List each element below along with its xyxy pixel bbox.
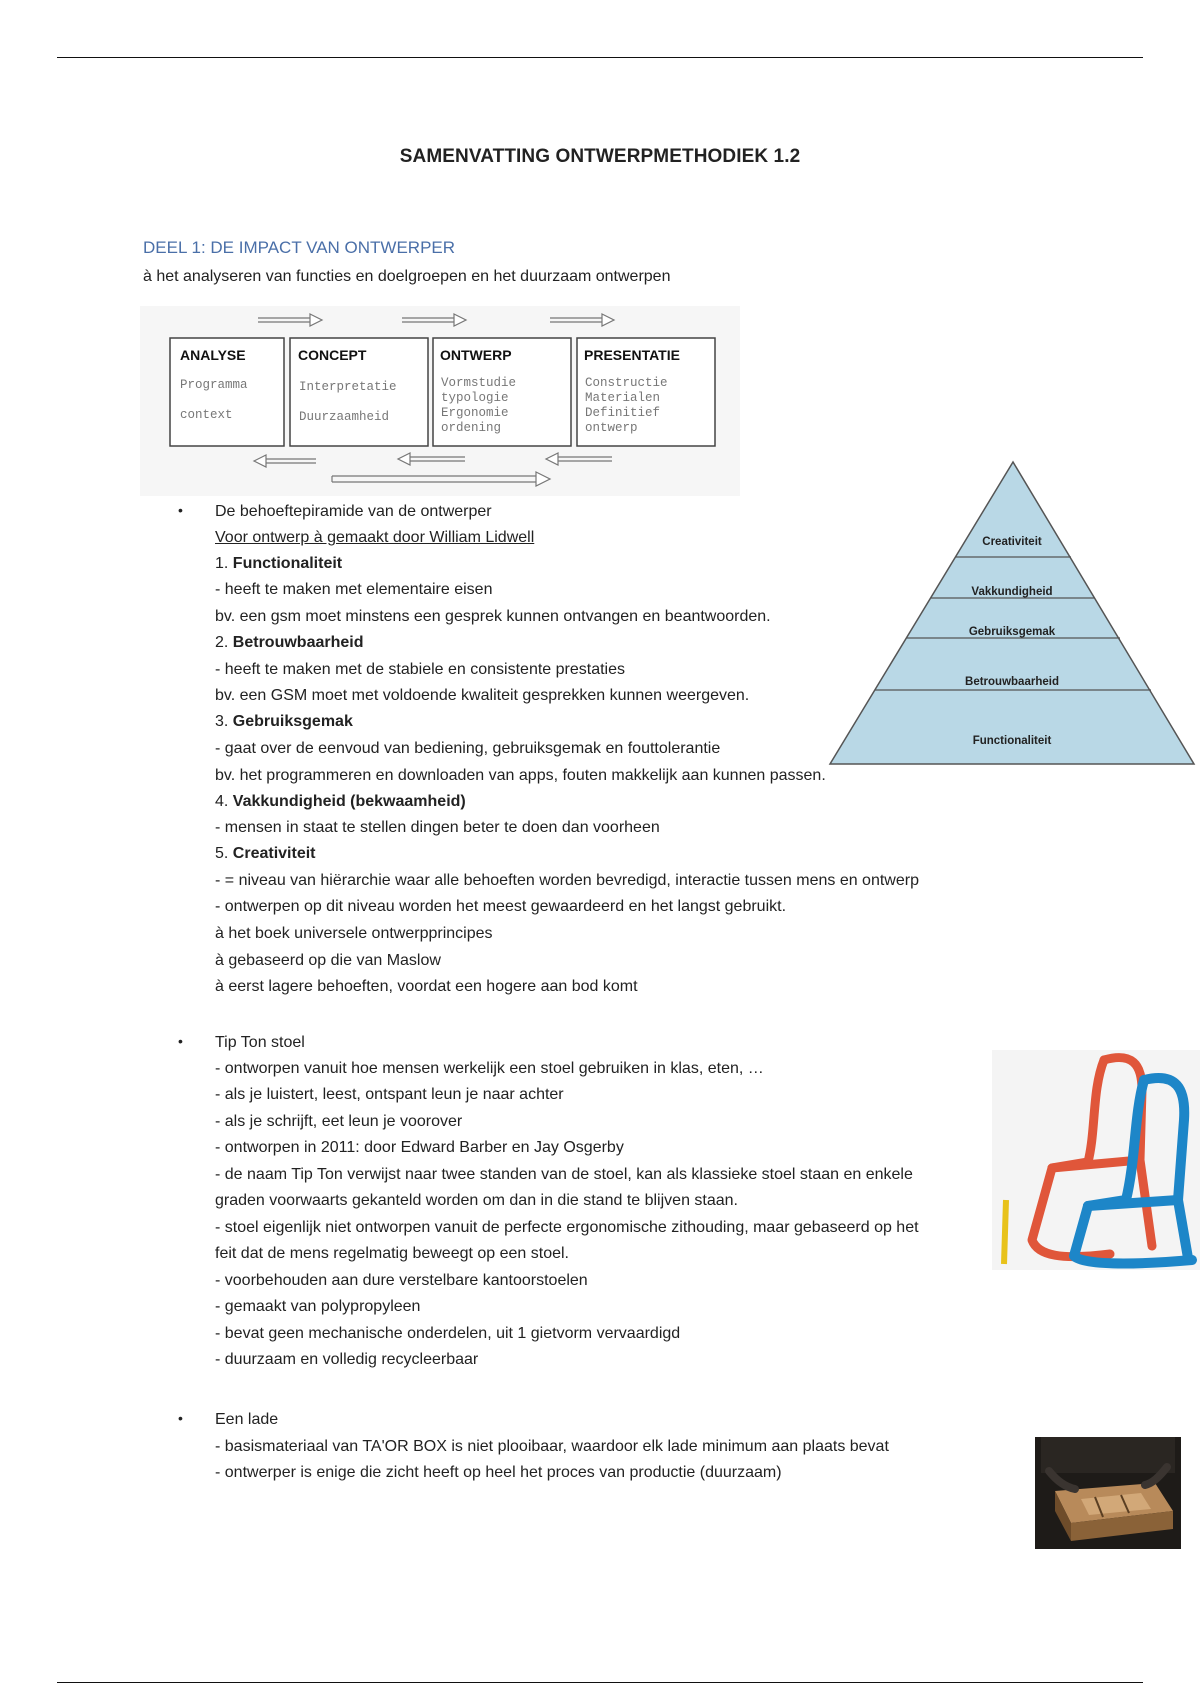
- needs-item-heading: [215, 554, 342, 574]
- chair-line: feit dat de mens regelmatig beweegt op een stoel.: [215, 1245, 569, 1262]
- needs-item-line: - ontwerpen op dit niveau worden het meest gewaardeerd en het langst gebruikt.: [215, 898, 787, 915]
- process-box-line: Programma: [180, 378, 248, 392]
- needs-item-line: bv. een GSM moet met voldoende kwaliteit gesprekken kunnen weergeven.: [215, 687, 750, 704]
- section1-subtitle: Voor ontwerp à gemaakt door William Lidwell: [215, 529, 535, 546]
- pyramid-level-label: Vakkundigheid: [971, 586, 1053, 598]
- section3-title: Een lade: [215, 1411, 279, 1428]
- drawer-box-image: [1035, 1437, 1181, 1549]
- needs-item-line: - gaat over de eenvoud van bediening, gebruiksgemak en fouttolerantie: [215, 740, 721, 757]
- chair-line: - duurzaam en volledig recycleerbaar: [215, 1351, 479, 1368]
- needs-item-name: Creativiteit: [232, 845, 316, 862]
- needs-item-line: - = niveau van hiërarchie waar alle behoeften worden bevredigd, interactie tussen mens en ontwerp: [215, 872, 919, 889]
- process-diagram-svg: [140, 306, 740, 496]
- drawer-line: - basismateriaal van TA'OR BOX is niet plooibaar, waardoor elk lade minimum aan plaats bevat: [215, 1438, 889, 1455]
- drawer-illustration: [1035, 1437, 1181, 1549]
- process-box-line: typologie: [441, 391, 509, 405]
- bullet-marker: •: [178, 502, 183, 518]
- chair-line: - gemaakt van polypropyleen: [215, 1298, 421, 1315]
- process-box-line: context: [180, 408, 233, 422]
- process-box-line: Vormstudie: [441, 376, 517, 390]
- note-line: à het boek universele ontwerpprincipes: [215, 925, 493, 942]
- chair-line: - als je luistert, leest, ontspant leun je naar achter: [215, 1086, 564, 1103]
- pyramid-level-label: Gebruiksgemak: [968, 626, 1056, 638]
- process-box-title: ANALYSE: [180, 347, 246, 363]
- needs-item-name: Functionaliteit: [232, 555, 343, 572]
- note-line: à eerst lagere behoeften, voordat een hogere aan bod komt: [215, 978, 638, 995]
- needs-item-line: - heeft te maken met de stabiele en consistente prestaties: [215, 661, 626, 678]
- footer-rule: [57, 1682, 1143, 1683]
- chair-line: - ontworpen vanuit hoe mensen werkelijk een stoel gebruiken in klas, eten, …: [215, 1060, 764, 1077]
- needs-item-name: Betrouwbaarheid: [232, 634, 364, 651]
- needs-item-number: 1.: [215, 555, 229, 572]
- process-box-title: CONCEPT: [298, 347, 367, 363]
- process-box-line: ontwerp: [585, 421, 638, 435]
- needs-item-number: 2.: [215, 634, 229, 651]
- pyramid-level-label: Betrouwbaarheid: [965, 676, 1059, 688]
- chair-line: - voorbehouden aan dure verstelbare kantoorstoelen: [215, 1272, 588, 1289]
- section2-title: Tip Ton stoel: [215, 1034, 305, 1051]
- chair-line: graden voorwaarts gekanteld worden om dan in die stand te blijven staan.: [215, 1192, 738, 1209]
- needs-item-line: - heeft te maken met elementaire eisen: [215, 581, 493, 598]
- note-line: à gebaseerd op die van Maslow: [215, 952, 441, 969]
- bullet-marker: •: [178, 1033, 183, 1049]
- needs-item-name: Vakkundigheid (bekwaamheid): [232, 793, 466, 810]
- process-box-title: ONTWERP: [440, 347, 512, 363]
- pyramid-shape: [830, 462, 1194, 764]
- needs-item-number: 4.: [215, 793, 229, 810]
- chair-illustration: [992, 1050, 1200, 1270]
- process-box-line: Materialen: [585, 391, 661, 405]
- needs-item-line: bv. het programmeren en downloaden van apps, fouten makkelijk aan kunnen passen.: [215, 767, 826, 784]
- section1-title: De behoeftepiramide van de ontwerper: [215, 503, 492, 520]
- needs-item-heading: [215, 633, 363, 653]
- needs-item-name: Gebruiksgemak: [232, 713, 353, 730]
- process-box-line: Ergonomie: [441, 406, 509, 420]
- needs-item-number: 5.: [215, 845, 229, 862]
- needs-item-line: bv. een gsm moet minstens een gesprek kunnen ontvangen en beantwoorden.: [215, 608, 771, 625]
- process-box-line: Interpretatie: [299, 380, 397, 394]
- page-title: SAMENVATTING ONTWERPMETHODIEK 1.2: [399, 146, 801, 167]
- needs-item-heading: [215, 792, 466, 812]
- chair-line: - de naam Tip Ton verwijst naar twee standen van de stoel, kan als klassieke stoel staan en enkele: [215, 1166, 913, 1183]
- header-rule: [57, 57, 1143, 58]
- intro-line: à het analyseren van functies en doelgroepen en het duurzaam ontwerpen: [143, 268, 671, 285]
- chair-line: - ontworpen in 2011: door Edward Barber en Jay Osgerby: [215, 1139, 624, 1156]
- needs-item-heading: [215, 844, 316, 864]
- process-box-line: Duurzaamheid: [299, 410, 390, 424]
- pyramid-level-label: Functionaliteit: [972, 735, 1052, 747]
- process-box-line: Definitief: [585, 406, 661, 420]
- chair-line: - als je schrijft, eet leun je voorover: [215, 1113, 463, 1130]
- drawer-line: - ontwerper is enige die zicht heeft op heel het proces van productie (duurzaam): [215, 1464, 782, 1481]
- process-box-title: PRESENTATIE: [584, 347, 680, 363]
- process-box-line: Constructie: [585, 376, 668, 390]
- needs-item-number: 3.: [215, 713, 229, 730]
- tip-ton-chair-image: [992, 1050, 1200, 1270]
- needs-item-line: - mensen in staat te stellen dingen beter te doen dan voorheen: [215, 819, 660, 836]
- needs-item-heading: [215, 712, 353, 732]
- needs-pyramid: [828, 458, 1198, 770]
- bullet-marker: •: [178, 1410, 183, 1426]
- section-heading: DEEL 1: DE IMPACT VAN ONTWERPER: [143, 238, 456, 257]
- process-box-line: ordening: [441, 421, 502, 435]
- chair-line: - bevat geen mechanische onderdelen, uit 1 gietvorm vervaardigd: [215, 1325, 681, 1342]
- process-diagram: [140, 306, 740, 496]
- needs-pyramid-svg: [828, 458, 1198, 770]
- chair-line: - stoel eigenlijk niet ontworpen vanuit de perfecte ergonomische zithouding, maar gebaseerd op het: [215, 1219, 919, 1236]
- pyramid-level-label: Creativiteit: [982, 536, 1042, 548]
